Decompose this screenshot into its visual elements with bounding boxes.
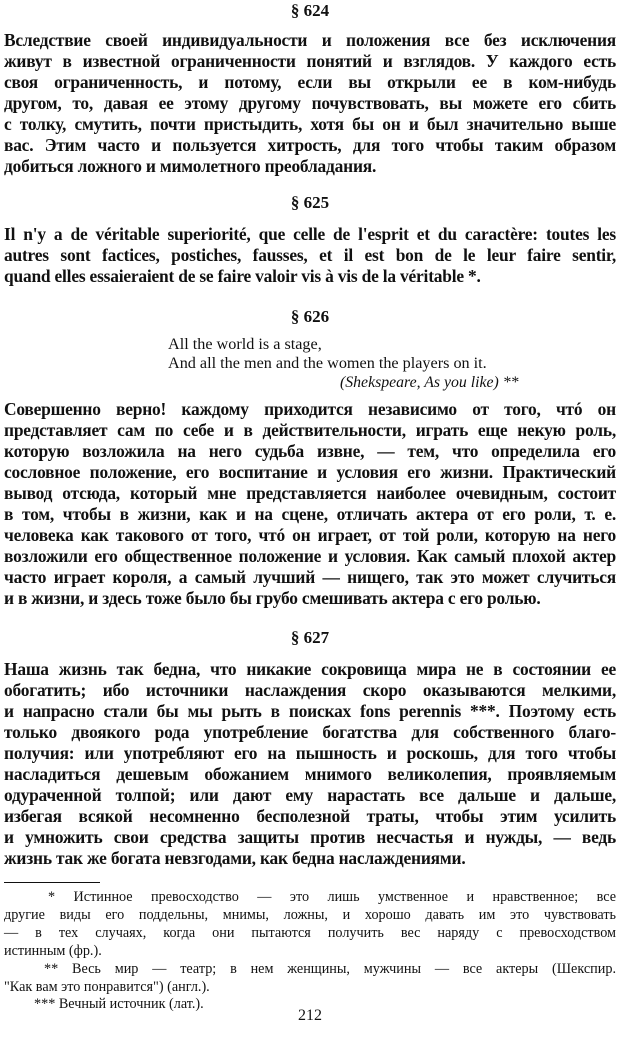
text-line: сословное положение, его воспитание и условия его жизни. Практический [4, 462, 616, 482]
text-line: насладиться дешевым обожанием мнимого великолепия, проявляемым [4, 764, 616, 784]
footnote-line: "Как вам это понравится") (англ.). [4, 979, 210, 995]
footnote-line: *** Вечный источник (лат.). [34, 996, 204, 1012]
epigraph-attribution: (Shekspeare, As you like) ** [340, 374, 519, 391]
text-line: одураченной толпой; или дают ему нарастать все дальше и дальше, [4, 785, 616, 805]
text-line: и умножить свои средства защиты против несчастья и нужды, — ведь [4, 827, 616, 847]
text-line: возложили его общественное положение и условия. Как самый плохой актер [4, 546, 616, 566]
text-line: Совершенно верно! каждому приходится независимо от того, чтó он [4, 399, 616, 419]
footnote-line: ** Весь мир — театр; в нем женщины, мужчины — все актеры (Шекспир. [44, 961, 616, 977]
text-line: Вследствие своей индивидуальности и положения все без исключения [4, 30, 616, 50]
text-line: живут в известной ограниченности понятий и взглядов. У каждого есть [4, 51, 616, 71]
epigraph-verse-line: All the world is a stage, [168, 335, 322, 353]
section-heading: § 625 [290, 193, 330, 212]
epigraph-verse-line: And all the men and the women the players on it. [168, 354, 487, 372]
text-line: Il n'y a de véritable superiorité, que celle de l'esprit et du caractère: toutes les [4, 224, 616, 244]
text-line: только двоякого рода употребление богатства для собственного благо- [4, 722, 616, 742]
text-line: в том, чтобы в жизни, как и на сцене, отличать актера от его роли, т. е. [4, 504, 616, 524]
text-line: обогатить; ибо источники наслаждения скоро оказываются мелкими, [4, 680, 616, 700]
text-line: и в жизни, и здесь тоже было бы грубо смешивать актера с его ролью. [4, 588, 541, 608]
text-line: своя ограниченность, и потому, если вы открыли ее в ком-нибудь [4, 72, 616, 92]
text-line: autres sont factices, postiches, fausses, et il est bon de le leur faire sentir, [4, 245, 616, 265]
text-line: получия: или употребляют его на пышность и роскошь, для того чтобы [4, 743, 616, 763]
text-line: и напрасно стали бы мы рыть в поисках fons perennis ***. Поэтому есть [4, 701, 616, 721]
text-line: другом, то, давая ее этому другому почувствовать, вы можете его сбить [4, 93, 616, 113]
text-line: вывод отсюда, который мне представляется наиболее очевидным, состоит [4, 483, 616, 503]
text-line: вас. Этим часто и пользуется хитрость, для того чтобы таким образом [4, 135, 616, 155]
text-line: добиться ложного и мимолетного преобладания. [4, 156, 377, 176]
text-line: представляет сам по себе и в действительности, играть еще некую роль, [4, 420, 616, 440]
footnote-line: другие виды его поддельны, мнимы, ложны, и хорошо давать им это чувствовать [4, 907, 616, 923]
text-line: человека как такового от того, чтó он играет, от той роли, которую на него [4, 525, 616, 545]
section-heading: § 627 [290, 628, 330, 647]
footnote-divider [4, 882, 100, 883]
text-line: часто играет короля, а самый лучший — нищего, так это может случиться [4, 567, 616, 587]
page-number: 212 [298, 1007, 322, 1024]
section-heading: § 626 [290, 307, 330, 326]
text-line: жизнь так же богата невзгодами, как бедна наслаждениями. [4, 848, 466, 868]
footnote-line: истинным (фр.). [4, 943, 102, 959]
text-line: quand elles essaieraient de se faire valoir vis à vis de la véritable *. [4, 266, 481, 286]
text-line: которую возложила на него судьба извне, — тем, что определила его [4, 441, 616, 461]
text-line: Наша жизнь так бедна, что никакие сокровища мира не в состоянии ее [4, 659, 616, 679]
section-heading: § 624 [290, 1, 330, 20]
footnote-line: — в тех случаях, когда они пытаются получить вес наряду с превосходством [4, 925, 616, 941]
text-line: с толку, смутить, почти пристыдить, хотя бы он и был значительно выше [4, 114, 616, 134]
text-line: избегая всякой несомненно бесполезной траты, чтобы этим усилить [4, 806, 616, 826]
footnote-line: * Истинное превосходство — это лишь умственное и нравственное; все [48, 889, 616, 905]
